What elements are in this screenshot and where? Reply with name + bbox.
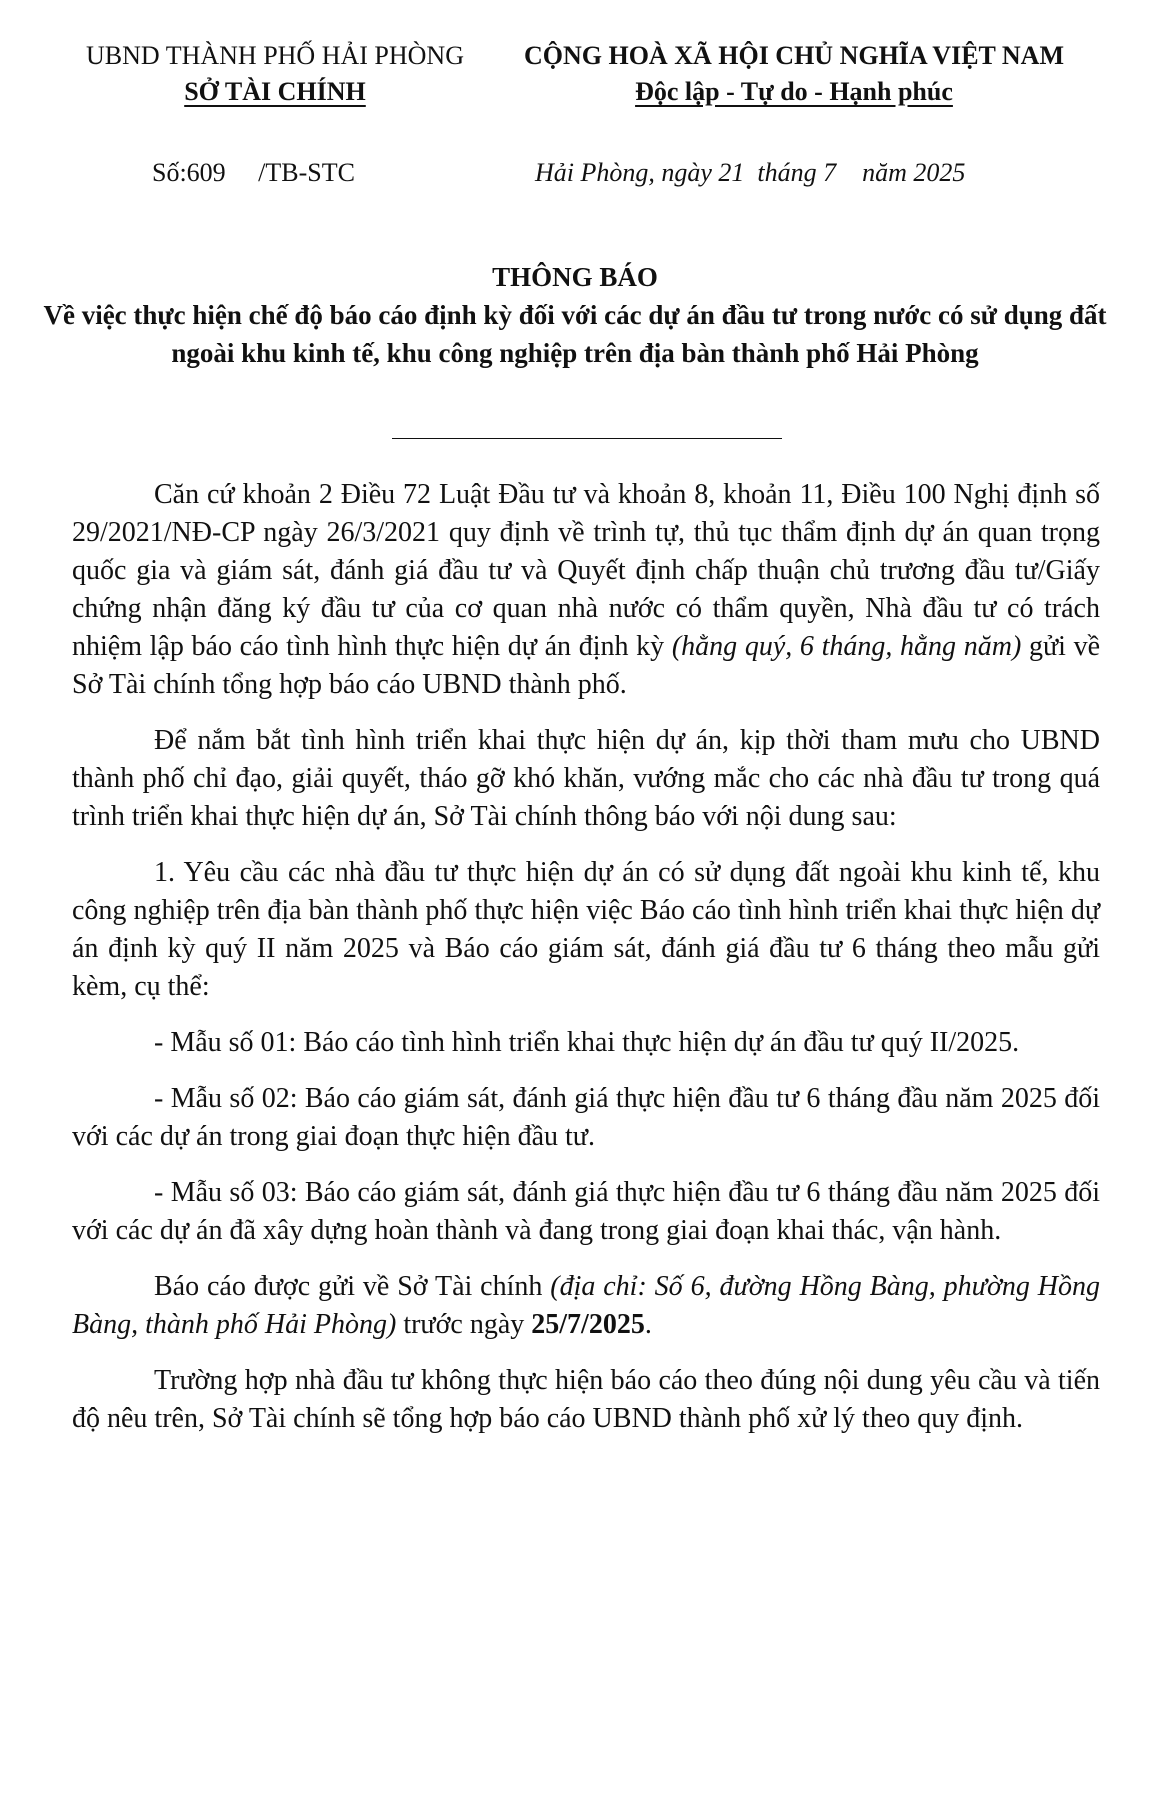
paragraph-form-01: - Mẫu số 01: Báo cáo tình hình triển khai thực hiện dự án đầu tư quý II/2025. [154, 1027, 1020, 1058]
issuing-agency [60, 38, 490, 110]
deadline-date: 25/7/2025 [531, 1309, 645, 1340]
document-number: Số:609 /TB-STC [152, 158, 355, 187]
nation-title: CỘNG HOÀ XÃ HỘI CHỦ NGHĨA VIỆT NAM [523, 41, 1065, 70]
paragraph-form-02: - Mẫu số 02: Báo cáo giám sát, đánh giá thực hiện đầu tư 6 tháng đầu năm 2025 đối với các dự án trong giai đoạn thực hiện đầu tư. [72, 1083, 1100, 1152]
paragraph-deadline: Báo cáo được gửi về Sở Tài chính (địa chỉ: Số 6, đường Hồng Bàng, phường Hồng Bàng, thành phố Hải Phòng) trước ngày 25/7/2025. [72, 1271, 1100, 1340]
document-body [72, 476, 1100, 1456]
paragraph-form-03: - Mẫu số 03: Báo cáo giám sát, đánh giá thực hiện đầu tư 6 tháng đầu năm 2025 đối với các dự án đã xây dựng hoàn thành và đang trong giai đoạn khai thác, vận hành. [72, 1177, 1100, 1246]
title-main: THÔNG BÁO [492, 262, 658, 292]
national-header [478, 38, 1110, 110]
title-subtitle: Về việc thực hiện chế độ báo cáo định kỳ đối với các dự án đầu tư trong nước có sử dụng đất ngoài khu kinh tế, khu công nghiệp trên địa bàn thành phố Hải Phòng [43, 300, 1107, 368]
paragraph-noncompliance: Trường hợp nhà đầu tư không thực hiện báo cáo theo đúng nội dung yêu cầu và tiến độ nêu trên, Sở Tài chính sẽ tổng hợp báo cáo UBND thành phố xử lý theo quy định. [72, 1365, 1100, 1434]
title-divider [392, 438, 782, 439]
paragraph-requirement: 1. Yêu cầu các nhà đầu tư thực hiện dự án có sử dụng đất ngoài khu kinh tế, khu công nghiệp trên địa bàn thành phố thực hiện việc Báo cáo tình hình triển khai thực hiện dự án định kỳ quý II năm 2025 và Báo cáo giám sát, đánh giá đầu tư 6 tháng theo mẫu gửi kèm, cụ thể: [72, 857, 1100, 1002]
agency-parent: UBND THÀNH PHỐ HẢI PHÒNG [86, 41, 464, 70]
nation-motto: Độc lập - Tự do - Hạnh phúc [635, 77, 953, 106]
agency-name: SỞ TÀI CHÍNH [184, 77, 366, 106]
document-title [40, 258, 1110, 372]
issue-date: Hải Phòng, ngày 21 tháng 7 năm 2025 [535, 158, 966, 187]
paragraph-legal-basis: Căn cứ khoản 2 Điều 72 Luật Đầu tư và khoản 8, khoản 11, Điều 100 Nghị định số 29/2021/NĐ-CP ngày 26/3/2021 quy định về trình tự, thủ tục thẩm định dự án quan trọng quốc gia và giám sát, đánh giá đầu tư và Quyết định chấp thuận chủ trương đầu tư/Giấy chứng nhận đăng ký đầu tư của cơ quan nhà nước có thẩm quyền, Nhà đầu tư có trách nhiệm lập báo cáo tình hình thực hiện dự án định kỳ (hằng quý, 6 tháng, hằng năm) gửi về Sở Tài chính tổng hợp báo cáo UBND thành phố. [72, 479, 1101, 700]
paragraph-purpose: Để nắm bắt tình hình triển khai thực hiện dự án, kịp thời tham mưu cho UBND thành phố chỉ đạo, giải quyết, tháo gỡ khó khăn, vướng mắc cho các nhà đầu tư trong quá trình triển khai thực hiện dự án, Sở Tài chính thông báo với nội dung sau: [72, 725, 1100, 832]
